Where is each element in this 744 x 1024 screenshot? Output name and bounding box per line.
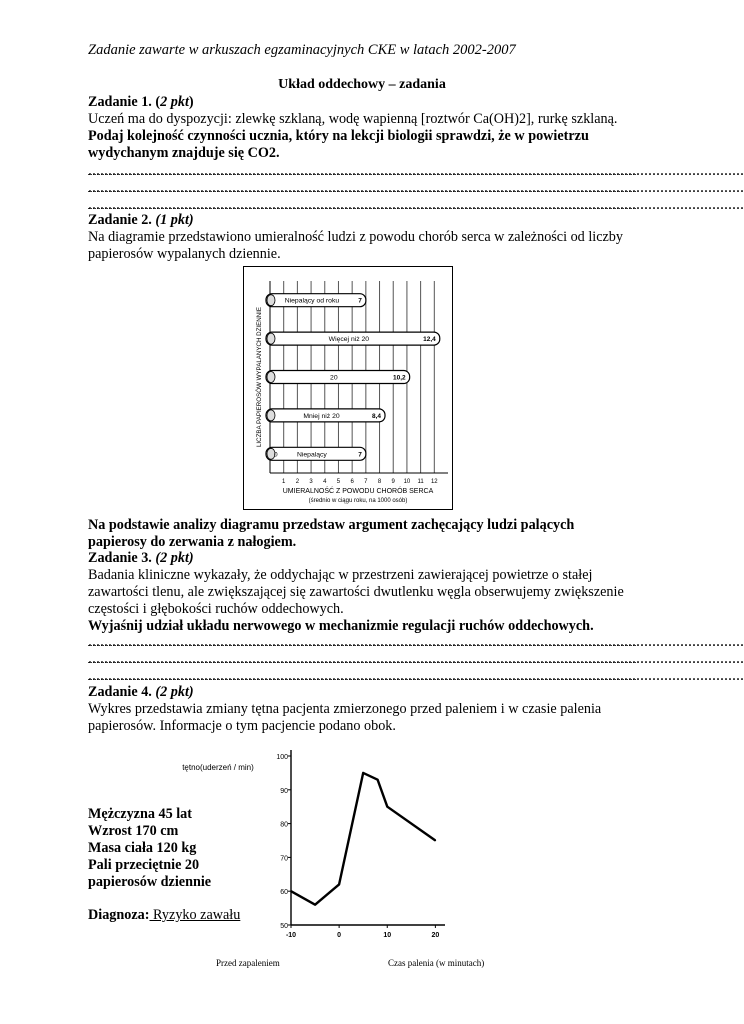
task3-question: Wyjaśnij udział układu nerwowego w mechanizmie regulacji ruchów oddechowych.	[88, 618, 594, 634]
task4-points: (2 pkt)	[155, 684, 194, 700]
bar-category-label: 20	[330, 374, 338, 382]
x-tick-label: 10	[383, 932, 392, 939]
y-tick-label: 60	[280, 889, 288, 897]
diagnosis-label: Diagnoza:	[88, 907, 150, 923]
task2-text: Na diagramie przedstawiono umieralność ludzi z powodu chorób serca w zależności od liczby papierosów wypalanych dziennie.	[88, 229, 623, 262]
answer-line[interactable]: ....................................................................................................................................................................	[88, 650, 744, 667]
patient-info-line: papierosów dziennie	[88, 874, 212, 890]
task2-heading: Zadanie 2. (1 pkt)	[88, 212, 194, 228]
heart-rate-line-chart-svg	[170, 742, 450, 972]
x-tick-label: 10	[403, 479, 411, 485]
data-point	[338, 884, 340, 886]
x-label-before-smoking: Przed zapaleniem	[216, 958, 280, 968]
bar-value-label: 7	[358, 297, 362, 305]
mortality-bar-chart	[243, 266, 453, 510]
x-tick-label: 5	[336, 479, 341, 485]
bar-value-label: 12,4	[423, 336, 436, 344]
diagnosis-value: Ryzyko zawału	[149, 907, 241, 923]
x-tick-label: 9	[391, 479, 395, 485]
bar-cap	[267, 372, 275, 383]
bar-value-label: 10,2	[393, 374, 406, 382]
bar-category-label: Niepalący od roku	[284, 297, 340, 305]
x-tick-label: 3	[309, 479, 313, 485]
patient-info-line: Masa ciała 120 kg	[88, 840, 197, 856]
y-axis-label: LICZBA PAPIEROSÓW WYPALANYCH DZIENNIE	[256, 306, 263, 448]
answer-line[interactable]: ....................................................................................................................................................................	[88, 162, 744, 179]
task1-points: 2 pkt	[160, 94, 189, 110]
bar-cap	[267, 333, 275, 344]
data-point	[290, 890, 292, 892]
bar-category-label: Mniej niż 20	[303, 412, 340, 420]
y-tick-label: 70	[280, 855, 288, 863]
bar-category-label: Niepalący	[296, 451, 327, 459]
answer-line[interactable]: ....................................................................................................................................................................	[88, 633, 744, 650]
task2-question: Na podstawie analizy diagramu przedstaw argument zachęcający ludzi palących papierosy do zerwania z nałogiem.	[88, 517, 575, 550]
task1-text: Uczeń ma do dyspozycji: zlewkę szklaną, wodę wapienną [roztwór Ca(OH)2], rurkę szklaną.	[88, 111, 618, 127]
heart-rate-line	[291, 773, 435, 905]
x-tick-label: -10	[285, 932, 297, 939]
task4-text: Wykres przedstawia zmiany tętna pacjenta zmierzonego przed paleniem i w czasie palenia papierosów. Informacje o tym pacjencie podano obok.	[88, 701, 602, 734]
y-tick-label: 90	[280, 787, 288, 795]
bar-cap	[267, 410, 275, 421]
data-point	[386, 806, 388, 808]
x-tick-label: 11	[417, 479, 424, 485]
x-axis-sublabel: (średnio w ciągu roku, na 1000 osób)	[308, 498, 408, 504]
data-point	[435, 840, 437, 842]
bar	[266, 371, 410, 384]
data-point	[362, 772, 364, 774]
bar-cap	[267, 295, 275, 306]
bar-zero-label: 0	[274, 451, 278, 459]
task1-heading: Zadanie 1. (2 pkt)	[88, 94, 194, 110]
x-tick-label: 12	[430, 479, 438, 485]
page-title: Układ oddechowy – zadania	[278, 77, 446, 92]
task3-heading: Zadanie 3. (2 pkt)	[88, 550, 194, 566]
mortality-bar-chart-svg	[244, 267, 452, 509]
task3-text: Badania kliniczne wykazały, że oddychając w przestrzeni zawierającej powietrze o stałej zawartości tlenu, ale zwiększającej się zawartości dwutlenku węgla obserwujemy zwiększenie częstości i głębokości ruchów oddechowych.	[88, 567, 624, 617]
task4-heading: Zadanie 4. (2 pkt)	[88, 684, 194, 700]
x-tick-label: 2	[295, 479, 300, 485]
x-tick-label: 1	[282, 479, 286, 485]
heart-rate-line-chart	[170, 742, 450, 972]
task2-points: (1 pkt)	[155, 212, 194, 228]
patient-info-line: Wzrost 170 cm	[88, 823, 179, 839]
x-tick-label: 8	[377, 479, 382, 485]
x-tick-label: 4	[323, 479, 327, 485]
bar-value-label: 7	[358, 451, 362, 459]
y-axis-label: tętno(uderzeń / min)	[182, 763, 254, 772]
x-tick-label: 6	[350, 479, 354, 485]
x-tick-label: 0	[337, 932, 342, 939]
task3-points: (2 pkt)	[155, 550, 194, 566]
answer-line[interactable]: ....................................................................................................................................................................	[88, 179, 744, 196]
bar-category-label: Więcej niż 20	[328, 336, 370, 344]
x-tick-label: 7	[364, 479, 368, 485]
bar-value-label: 8,4	[371, 412, 382, 420]
patient-info-line: Mężczyzna 45 lat	[88, 806, 192, 822]
data-point	[314, 904, 316, 906]
y-tick-label: 80	[280, 821, 288, 829]
patient-info-line: Pali przeciętnie 20	[88, 857, 200, 873]
x-label-during-smoking: Czas palenia (w minutach)	[388, 958, 485, 968]
answer-line[interactable]: ....................................................................................................................................................................	[88, 196, 744, 213]
data-point	[377, 779, 379, 781]
y-tick-label: 100	[276, 754, 288, 761]
answer-line[interactable]: ....................................................................................................................................................................	[88, 667, 744, 684]
x-tick-label: 20	[431, 932, 440, 939]
task1-question: Podaj kolejność czynności ucznia, który na lekcji biologii sprawdzi, że w powietrzu wydychanym znajduje się CO2.	[88, 128, 589, 161]
x-axis-label: UMIERALNOŚĆ Z POWODU CHORÓB SERCA	[282, 488, 434, 495]
y-tick-label: 50	[280, 923, 288, 930]
page-header: Zadanie zawarte w arkuszach egzaminacyjnych CKE w latach 2002-2007	[88, 42, 516, 58]
